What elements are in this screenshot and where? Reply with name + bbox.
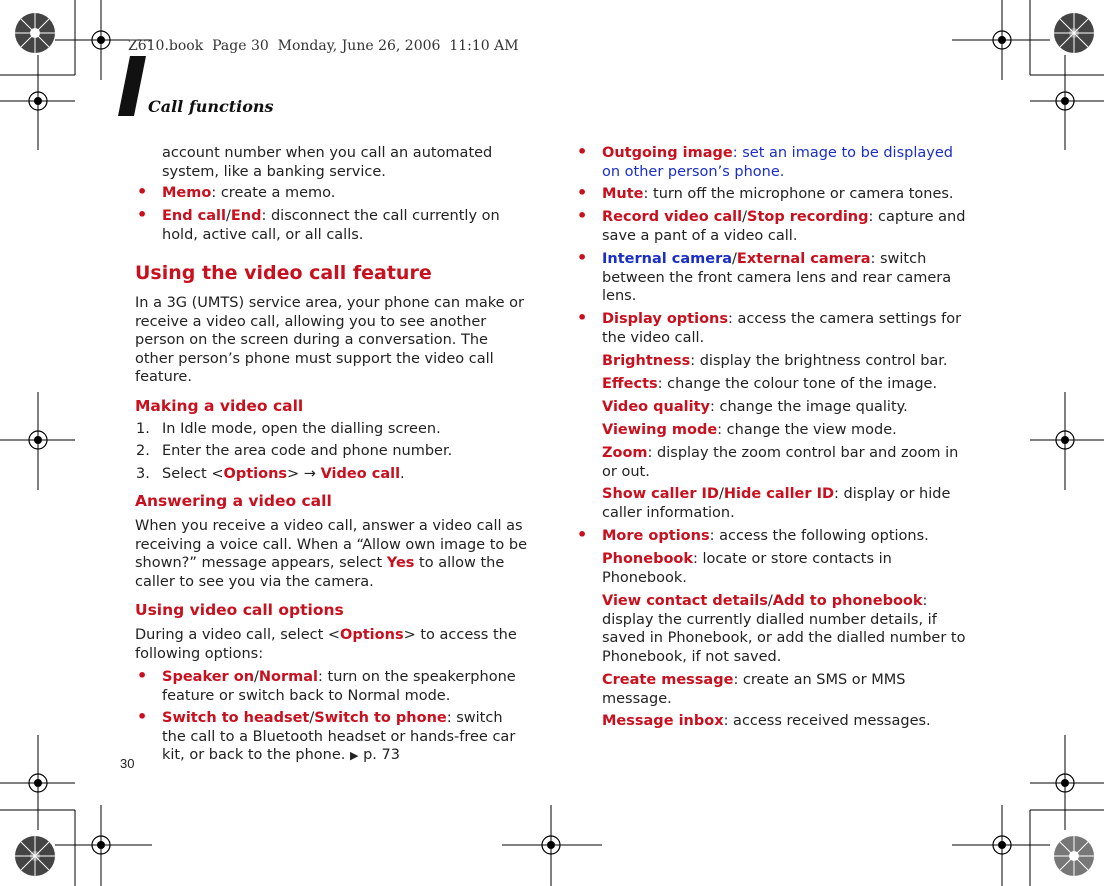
page-ref-arrow-icon: ▶ [350, 749, 359, 762]
paragraph-text: During a video call, select < [135, 627, 341, 643]
options-paragraph [135, 626, 527, 663]
item-text: : switch between the front camera lens and rear camera lens. [602, 251, 952, 304]
item-label: Switch to phone [314, 710, 447, 726]
sub-item-video-quality [602, 398, 970, 417]
step-text: Select < [162, 466, 224, 482]
list-item-display-options [577, 308, 970, 347]
label-separator: / [742, 209, 747, 225]
list-item-speaker [137, 666, 527, 705]
item-label: Stop recording [747, 209, 869, 225]
item-label: Brightness [602, 353, 691, 369]
item-label: Phonebook [602, 551, 694, 567]
answering-heading: Answering a video call [135, 492, 332, 510]
item-text: : display or hide caller information. [602, 486, 951, 521]
paragraph-text: to allow the caller to see you via the camera. [135, 555, 505, 590]
item-label: Record video call [602, 209, 743, 225]
item-label: Mute [602, 186, 644, 202]
item-label: Memo [162, 185, 212, 201]
sub-item-zoom [602, 444, 970, 481]
item-text: : disconnect the call currently on hold, active call, or all calls. [162, 208, 500, 243]
item-label: Video quality [602, 399, 710, 415]
file-info: Z610.book Page 30 Monday, June 26, 2006 11:10 AM [128, 38, 519, 54]
answering-paragraph [135, 517, 527, 591]
sub-item-create-message [602, 671, 942, 708]
running-title: Call functions [148, 97, 274, 116]
item-label: Hide caller ID [723, 486, 835, 502]
yes-label: Yes [386, 555, 415, 571]
intro-paragraph: In a 3G (UMTS) service area, your phone can make or receive a video call, allowing you to see another person on the screen during a conversation. The other person’s phone must support the video call feature. [135, 295, 524, 385]
bullet-icon: • [137, 182, 148, 201]
bullet-icon: • [577, 248, 588, 267]
bullet-icon: • [577, 183, 588, 202]
page-reference: p. 73 [363, 747, 400, 763]
item-label: External camera [736, 251, 871, 267]
options-label: Options [223, 466, 288, 482]
paragraph-text: > to access the following options: [135, 627, 517, 662]
item-text: : change the colour tone of the image. [657, 376, 938, 392]
bullet-icon: • [577, 308, 588, 327]
item-label: Add to phonebook [772, 593, 923, 609]
item-text: : set an image to be displayed on other person’s phone. [602, 145, 953, 180]
item-label: Outgoing image [602, 145, 733, 161]
sub-item-viewing-mode [602, 421, 970, 440]
step-3 [136, 465, 522, 484]
item-label: Normal [258, 669, 319, 685]
item-text: : display the zoom control bar and zoom in or out. [602, 445, 959, 480]
item-label: Zoom [602, 445, 648, 461]
list-item-more-options [577, 525, 970, 546]
bullet-icon: • [577, 206, 588, 225]
item-label: Speaker on [162, 669, 255, 685]
item-label: Show caller ID [602, 486, 719, 502]
step-number: 2. [136, 443, 150, 459]
section-title: Using the video call feature [135, 262, 432, 284]
item-text: : access the following options. [709, 528, 929, 544]
item-text: : create a memo. [211, 185, 336, 201]
step-number: 1. [136, 421, 150, 437]
step-number: 3. [136, 466, 150, 482]
item-label: View contact details [602, 593, 768, 609]
list-item-headset [137, 707, 527, 766]
bullet-icon: • [577, 142, 588, 161]
item-label: Viewing mode [602, 422, 718, 438]
list-item-end-call [137, 205, 522, 244]
bullet-icon: • [137, 666, 148, 685]
item-label: Create message [602, 672, 734, 688]
making-heading: Making a video call [135, 397, 304, 415]
step-2 [136, 442, 522, 461]
options-label: Options [340, 627, 404, 643]
paragraph-text: When you receive a video call, answer a video call as receiving a voice call. When a “Allow own image to be shown?” message appears, select [135, 518, 528, 571]
step-1 [136, 420, 522, 439]
item-label: Switch to headset [162, 710, 310, 726]
item-text: : locate or store contacts in Phonebook. [602, 551, 892, 586]
item-label: End [230, 208, 262, 224]
item-text: : create an SMS or MMS message. [602, 672, 906, 707]
bullet-icon: • [577, 525, 588, 544]
title-slash-icon [118, 56, 148, 116]
options-heading: Using video call options [135, 601, 344, 619]
item-label: Effects [602, 376, 658, 392]
list-item-outgoing-image [577, 142, 970, 181]
sub-item-effects [602, 375, 970, 394]
label-separator: / [718, 486, 724, 502]
item-label: End call [162, 208, 226, 224]
item-label: Internal camera [602, 251, 733, 267]
sub-item-message-inbox [602, 712, 970, 731]
list-item-memo [137, 182, 522, 203]
item-label: More options [602, 528, 710, 544]
item-text: : display the brightness control bar. [690, 353, 948, 369]
menu-item-label: Video call [320, 466, 401, 482]
bullet-icon: • [137, 205, 148, 224]
page-number: 30 [120, 756, 135, 771]
step-text: > → [287, 466, 321, 482]
step-text: In Idle mode, open the dialling screen. [162, 421, 441, 437]
label-separator: / [732, 251, 737, 267]
item-label: Display options [602, 311, 728, 327]
list-item-mute [577, 183, 970, 204]
item-text: : turn on the speakerphone feature or switch back to Normal mode. [162, 669, 516, 704]
label-separator: / [254, 669, 259, 685]
sub-item-phonebook [602, 550, 942, 587]
label-separator: / [225, 208, 231, 224]
item-text: : change the image quality. [709, 399, 908, 415]
step-text: . [400, 466, 405, 482]
label-separator: / [309, 710, 315, 726]
bullet-icon: • [137, 707, 148, 726]
item-text: : access received messages. [723, 713, 931, 729]
item-text: : capture and save a pant of a video call. [602, 209, 966, 244]
item-label: Message inbox [602, 713, 724, 729]
continued-text: account number when you call an automated system, like a banking service. [162, 145, 493, 180]
item-text: : turn off the microphone or camera tones. [643, 186, 954, 202]
list-item-record [577, 206, 970, 245]
item-text: : display the currently dialled number details, if saved in Phonebook, or add the dialled number to Phonebook, if not saved. [602, 593, 966, 665]
item-text: : switch the call to a Bluetooth headset or hands-free car kit, or back to the phone. [162, 710, 516, 763]
sub-item-view-contact [602, 592, 970, 666]
sub-item-brightness [602, 352, 970, 371]
label-separator: / [767, 593, 773, 609]
item-text: : change the view mode. [717, 422, 897, 438]
list-item-camera [577, 248, 970, 306]
step-text: Enter the area code and phone number. [162, 443, 453, 459]
item-text: : access the camera settings for the video call. [602, 311, 962, 346]
sub-item-caller-id [602, 485, 970, 522]
